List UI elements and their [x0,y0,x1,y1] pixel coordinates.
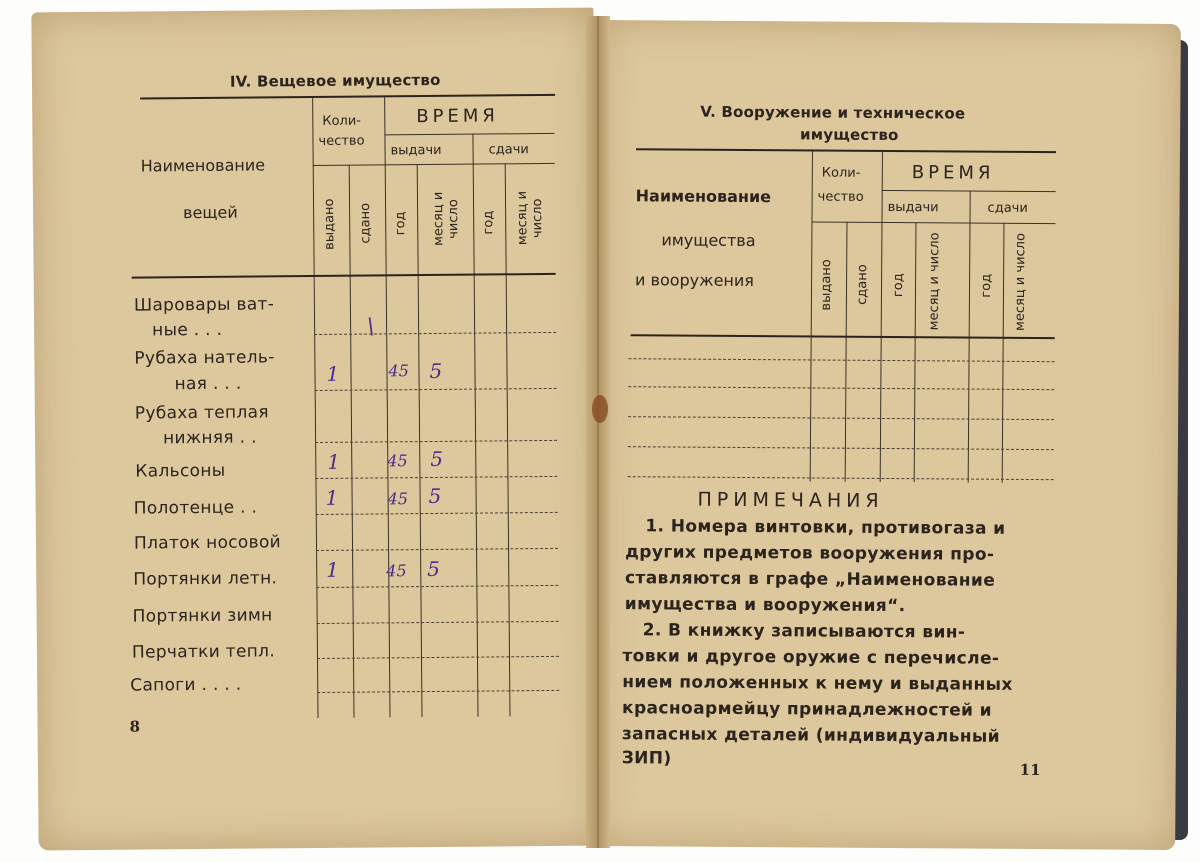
item-perchatki: Перчатки тепл. [131,641,276,663]
title-rule [140,94,555,100]
table-divider [880,152,883,482]
section-title: V. Вооружение и техническое [700,102,966,123]
sub-month-return: месяц и число [1012,232,1029,331]
sub-returned: сдано [358,203,374,244]
row-line [628,446,1054,450]
handwritten-qty: 1 [326,557,340,582]
row-line [629,358,1055,362]
title-rule [636,148,1056,153]
col-name-header: Наименование [140,155,266,176]
handwritten-day: 5 [430,446,444,472]
col-name-header-2: имущества [661,230,756,251]
header-rule [132,273,556,279]
page-number: 11 [1019,760,1041,780]
right-page [595,20,1181,850]
item-sharovary-2: ные . . . [152,319,223,341]
table-divider [1002,223,1005,483]
table-divider [312,98,318,718]
col-issue-header: выдачи [390,142,442,159]
handwritten-qty: 1 [327,449,341,474]
section-title: IV. Вещевое имущество [229,70,441,91]
note-line: красноармейцу принадлежностей и [622,698,993,721]
col-time-header: ВРЕМЯ [911,162,995,184]
col-name-header: Наименование [635,186,772,207]
handwritten-month: 45 [388,361,409,381]
sub-month: месяц и число [430,191,462,247]
table-divider [384,133,554,135]
note-line: имущества и вооружения“. [624,594,906,617]
book-spine [586,16,610,848]
section-title-2: имущество [800,125,899,145]
col-return-header: сдачи [987,200,1028,216]
col-time-header: ВРЕМЯ [416,105,499,128]
col-qty-header-2: чество [318,133,365,149]
table-divider [472,134,478,717]
sub-year: год [890,273,907,298]
row-line [628,476,1054,480]
col-issue-header: выдачи [887,199,939,216]
note-line: 2. В книжку записываются вин- [642,620,966,643]
sub-month: месяц и число [926,232,943,331]
handwritten-tick: \ [367,314,375,340]
row-line [628,386,1054,390]
table-divider [384,97,390,717]
table-divider [313,163,555,166]
note-line: запасных деталей (индивидуальный [621,724,1001,747]
item-rubakha-tep-2: нижняя . . [162,427,257,449]
sub-returned: сдано [854,264,871,306]
sub-issued: выдано [818,258,835,311]
item-portyanki-letn: Портянки летн. [133,568,278,590]
sub-issued: выдано [321,198,338,250]
item-portyanki-zimn: Портянки зимн [132,605,273,627]
item-rubakha-tep-1: Рубаха теплая [134,402,269,424]
handwritten-month: 45 [387,451,408,471]
table-divider [810,151,813,481]
note-line: ставляются в графе „Наименование [624,568,996,591]
notes-heading: ПРИМЕЧАНИЯ [697,488,884,512]
table-divider [845,222,848,482]
handwritten-month: 45 [387,489,409,509]
left-page [31,8,600,851]
note-line: товки и другое оружие с перечисле- [622,646,1000,669]
item-rubakha-nat-2: ная . . . [174,373,242,395]
handwritten-qty: 1 [326,361,340,386]
handwritten-day: 5 [427,556,441,582]
table-divider [914,222,917,482]
handwritten-month: 45 [386,561,407,581]
note-line: других предметов вооружения про- [625,542,995,565]
sub-year-return: год [978,273,995,298]
item-sapogi: Сапоги . . . . [130,674,242,696]
handwritten-day: 5 [428,483,442,509]
row-line [628,416,1054,420]
item-platok: Платок носовой [133,532,282,554]
item-rubakha-nat-1: Рубаха натель- [134,347,275,369]
item-polotence: Полотенце . . [133,497,258,519]
page-number: 8 [129,717,141,736]
note-line: ЗИП) [621,748,672,769]
item-sharovary-1: Шаровары ват- [133,294,275,316]
handwritten-qty: 1 [325,485,339,510]
rust-stain [592,395,608,423]
sub-month-return: месяц и число [514,191,546,246]
col-qty-header-2: чество [817,189,864,205]
col-return-header: сдачи [488,142,529,158]
handwritten-day: 5 [429,358,443,384]
header-rule [631,334,1055,339]
col-qty-header: Коли- [322,113,362,129]
col-qty-header: Коли- [821,165,861,181]
note-line: нием положенных к нему и выданных [622,672,1013,695]
sub-year-return: год [481,210,497,235]
note-line: 1. Номера винтовки, противогаза и [645,516,1006,539]
sub-year: год [393,211,409,236]
col-name-header-2: вещей [183,202,238,223]
table-divider [811,221,1055,224]
col-name-header-3: и вооружения [635,270,755,291]
item-kalsony: Кальсоны [135,460,226,482]
